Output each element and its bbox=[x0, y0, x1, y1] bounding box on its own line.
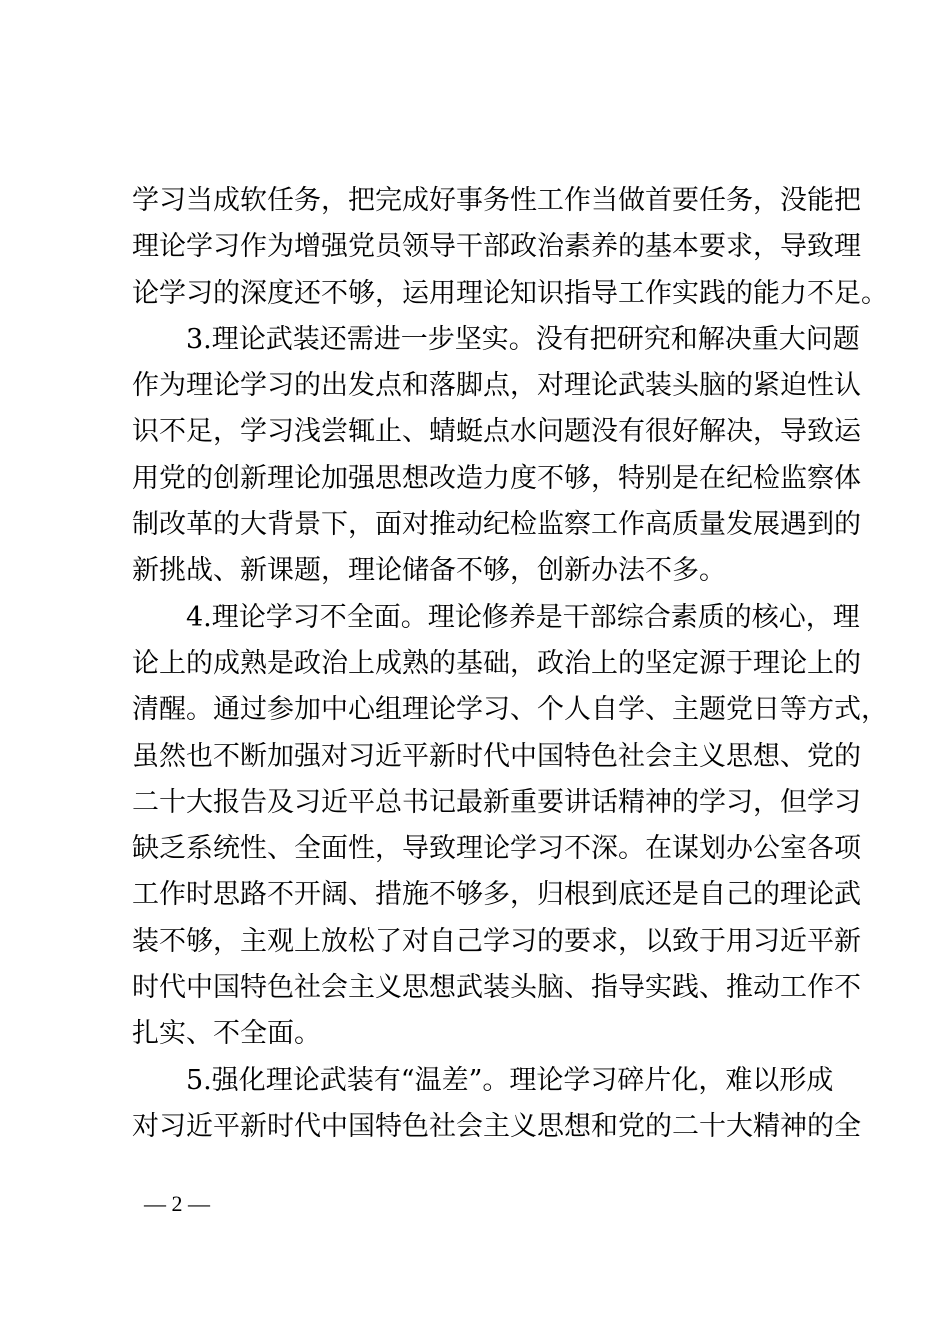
text-line: 理论学习作为增强党员领导干部政治素养的基本要求，导致理 bbox=[132, 231, 861, 263]
paragraph bbox=[132, 317, 861, 595]
text-line: 用党的创新理论加强思想改造力度不够，特别是在纪检监察体 bbox=[132, 462, 861, 494]
text-line: 5.强化理论武装有“温差”。理论学习碎片化，难以形成 bbox=[186, 1064, 834, 1096]
text-line: 论上的成熟是政治上成熟的基础，政治上的坚定源于理论上的 bbox=[132, 647, 861, 679]
text-line: 对习近平新时代中国特色社会主义思想和党的二十大精神的全 bbox=[132, 1110, 861, 1142]
text-line: 虽然也不断加强对习近平新时代中国特色社会主义思想、党的 bbox=[132, 740, 861, 772]
text-line: 学习当成软任务，把完成好事务性工作当做首要任务，没能把 bbox=[132, 185, 861, 216]
text-line: 制改革的大背景下，面对推动纪检监察工作高质量发展遇到的 bbox=[132, 509, 861, 541]
text-line: 扎实、不全面。 bbox=[132, 1018, 321, 1050]
paragraph bbox=[132, 1058, 861, 1151]
text-line: 论学习的深度还不够，运用理论知识指导工作实践的能力不足。 bbox=[132, 277, 888, 309]
text-line: 时代中国特色社会主义思想武装头脑、指导实践、推动工作不 bbox=[132, 972, 861, 1004]
text-line: 3.理论武装还需进一步坚实。没有把研究和解决重大问题 bbox=[186, 323, 860, 355]
paragraph bbox=[132, 595, 888, 1058]
text-line: 识不足，学习浅尝辄止、蜻蜓点水问题没有很好解决，导致运 bbox=[132, 416, 861, 448]
paragraph bbox=[132, 178, 888, 317]
text-line: 工作时思路不开阔、措施不够多，归根到底还是自己的理论武 bbox=[132, 879, 861, 911]
text-line: 缺乏系统性、全面性，导致理论学习不深。在谋划办公室各项 bbox=[132, 833, 861, 865]
text-line: 4.理论学习不全面。理论修养是干部综合素质的核心，理 bbox=[186, 601, 860, 633]
text-line: 作为理论学习的出发点和落脚点，对理论武装头脑的紧迫性认 bbox=[132, 370, 861, 402]
text-line: 装不够，主观上放松了对自己学习的要求，以致于用习近平新 bbox=[132, 925, 861, 957]
text-line: 清醒。通过参加中心组理论学习、个人自学、主题党日等方式， bbox=[132, 694, 888, 726]
page-number: — 2 — bbox=[144, 1191, 210, 1216]
document-body bbox=[132, 178, 888, 1150]
text-line: 新挑战、新课题，理论储备不够，创新办法不多。 bbox=[132, 555, 726, 587]
text-line: 二十大报告及习近平总书记最新重要讲话精神的学习，但学习 bbox=[132, 786, 861, 818]
